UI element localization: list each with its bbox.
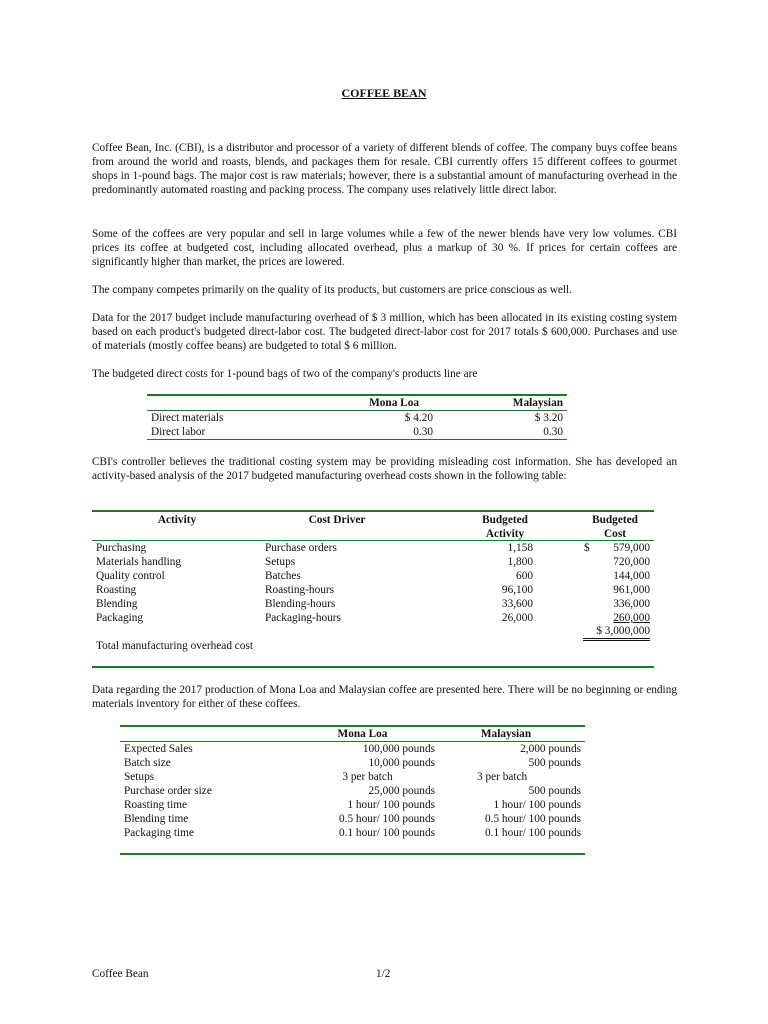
footer-page-number: 1/2 bbox=[376, 968, 391, 980]
direct-materials-mona-loa: $ 4.20 bbox=[404, 412, 433, 424]
pricing-paragraph: Some of the coffees are very popular and sell in large volumes while a few of the newer blends have very low volumes. CBI prices its coffee at budgeted cost, including allocated overhead, plus a markup of 30 %. If prices for certain coffees are significantly higher than market, the prices are lowered. bbox=[92, 228, 677, 268]
overhead-row-activity: Blending bbox=[96, 598, 138, 610]
overhead-row-driver: Roasting-hours bbox=[265, 584, 335, 596]
overhead-row-cost: 961,000 bbox=[613, 584, 650, 596]
direct-labor-mona-loa: 0.30 bbox=[413, 426, 433, 438]
production-row-label: Purchase order size bbox=[124, 785, 212, 797]
overhead-bottom-rule bbox=[92, 666, 654, 668]
overhead-total: $ 3,000,000 bbox=[583, 625, 650, 641]
overhead-row-activity-qty: 1,800 bbox=[507, 556, 533, 568]
overhead-row-driver: Blending-hours bbox=[265, 598, 336, 610]
production-row-malaysian: 1 hour/ 100 pounds bbox=[493, 799, 581, 811]
overhead-row-activity-qty: 96,100 bbox=[501, 584, 533, 596]
overhead-header-activity-2: Activity bbox=[485, 528, 525, 540]
overhead-row-cost: 720,000 bbox=[613, 556, 650, 568]
production-row-mona-loa: 1 hour/ 100 pounds bbox=[347, 799, 435, 811]
direct-costs-intro: The budgeted direct costs for 1-pound bags of two of the company's products line are bbox=[92, 368, 478, 380]
direct-costs-header-malaysian: Malaysian bbox=[512, 397, 563, 409]
production-row-mona-loa: 25,000 pounds bbox=[368, 785, 435, 797]
overhead-row-activity: Roasting bbox=[96, 584, 137, 596]
overhead-row-cost: 144,000 bbox=[613, 570, 650, 582]
production-row-mona-loa: 0.1 hour/ 100 pounds bbox=[338, 827, 435, 839]
intro-paragraph: Coffee Bean, Inc. (CBI), is a distributor and processor of a variety of different blends of coffee. The company buys coffee beans from around the world and roasts, blends, and packages them for resale. CBI currently offers 15 different coffees to gourmet shops in 1-pound bags. The major cost is raw materials; however, there is a substantial amount of manufacturing overhead in the predominantly automated roasting and packing process. The company uses relatively little direct labor. bbox=[92, 142, 677, 196]
page-title: COFFEE BEAN bbox=[341, 86, 427, 100]
overhead-row-cost: 260,000 bbox=[613, 612, 650, 624]
direct-costs-header-mona-loa: Mona Loa bbox=[369, 397, 419, 409]
overhead-row-activity: Packaging bbox=[96, 612, 144, 624]
overhead-row-activity-qty: 26,000 bbox=[501, 612, 533, 624]
overhead-header-cost-1: Budgeted bbox=[592, 514, 638, 526]
direct-labor-malaysian: 0.30 bbox=[543, 426, 563, 438]
overhead-row-driver: Purchase orders bbox=[265, 542, 337, 554]
production-row-label: Expected Sales bbox=[124, 743, 193, 755]
direct-costs-table bbox=[147, 394, 567, 440]
overhead-top-rule bbox=[92, 510, 654, 512]
production-row-mona-loa: 10,000 pounds bbox=[368, 757, 435, 769]
production-row-label: Batch size bbox=[124, 757, 171, 769]
footer-doc-title: Coffee Bean bbox=[92, 968, 149, 980]
overhead-row-driver: Setups bbox=[265, 556, 296, 568]
production-row-malaysian: 3 per batch bbox=[477, 771, 528, 783]
production-table bbox=[120, 725, 585, 840]
production-row-malaysian: 0.5 hour/ 100 pounds bbox=[484, 813, 581, 825]
overhead-header-activity: Activity bbox=[157, 514, 197, 526]
direct-labor-label: Direct labor bbox=[151, 426, 206, 438]
production-row-label: Blending time bbox=[124, 813, 189, 825]
competition-paragraph: The company competes primarily on the quality of its products, but customers are price conscious as well. bbox=[92, 284, 572, 296]
production-row-label: Roasting time bbox=[124, 799, 188, 811]
controller-paragraph: CBI's controller believes the traditional costing system may be providing misleading cost information. She has developed an activity-based analysis of the 2017 budgeted manufacturing overhead costs shown in the following table: bbox=[92, 456, 677, 482]
direct-materials-label: Direct materials bbox=[151, 412, 224, 424]
production-row-mona-loa: 3 per batch bbox=[342, 771, 393, 783]
production-header-blank bbox=[120, 726, 280, 742]
overhead-row-cost: 336,000 bbox=[613, 598, 650, 610]
overhead-header-rule bbox=[92, 540, 654, 541]
overhead-dollar-sign: $ bbox=[584, 542, 590, 554]
overhead-row-activity: Materials handling bbox=[96, 556, 182, 568]
overhead-header-activity-1: Budgeted bbox=[482, 514, 528, 526]
overhead-row-cost: 579,000 bbox=[613, 542, 650, 554]
production-paragraph: Data regarding the 2017 production of Mona Loa and Malaysian coffee are presented here. There will be no beginning or ending materials inventory for either of these coffees. bbox=[92, 684, 677, 710]
production-header-malaysian: Malaysian bbox=[480, 728, 532, 740]
direct-costs-header-blank bbox=[147, 395, 317, 411]
overhead-row-activity-qty: 33,600 bbox=[501, 598, 533, 610]
production-row-label: Setups bbox=[124, 771, 155, 783]
production-row-malaysian: 500 pounds bbox=[528, 757, 581, 769]
production-header-mona-loa: Mona Loa bbox=[337, 728, 388, 740]
overhead-header-driver: Cost Driver bbox=[308, 514, 366, 526]
production-row-mona-loa: 100,000 pounds bbox=[362, 743, 435, 755]
production-row-malaysian: 2,000 pounds bbox=[520, 743, 581, 755]
overhead-header-cost-2: Cost bbox=[604, 528, 626, 540]
overhead-row-driver: Packaging-hours bbox=[265, 612, 341, 624]
production-row-malaysian: 500 pounds bbox=[528, 785, 581, 797]
overhead-row-activity: Purchasing bbox=[96, 542, 147, 554]
overhead-row-activity: Quality control bbox=[96, 570, 165, 582]
production-bottom-rule bbox=[120, 853, 585, 855]
budget-paragraph: Data for the 2017 budget include manufacturing overhead of $ 3 million, which has been allocated in its existing costing system based on each product's budgeted direct-labor cost. The budgeted direct-labor cost for 2017 totals $ 600,000. Purchases and use of materials (mostly coffee beans) are budgeted to total $ 6 million. bbox=[92, 312, 677, 352]
production-row-mona-loa: 0.5 hour/ 100 pounds bbox=[338, 813, 435, 825]
overhead-row-activity-qty: 1,158 bbox=[507, 542, 533, 554]
overhead-total-label: Total manufacturing overhead cost bbox=[96, 640, 253, 652]
production-row-label: Packaging time bbox=[124, 827, 194, 839]
overhead-row-activity-qty: 600 bbox=[516, 570, 533, 582]
production-row-malaysian: 0.1 hour/ 100 pounds bbox=[484, 827, 581, 839]
direct-materials-malaysian: $ 3.20 bbox=[534, 412, 563, 424]
overhead-row-driver: Batches bbox=[265, 570, 301, 582]
